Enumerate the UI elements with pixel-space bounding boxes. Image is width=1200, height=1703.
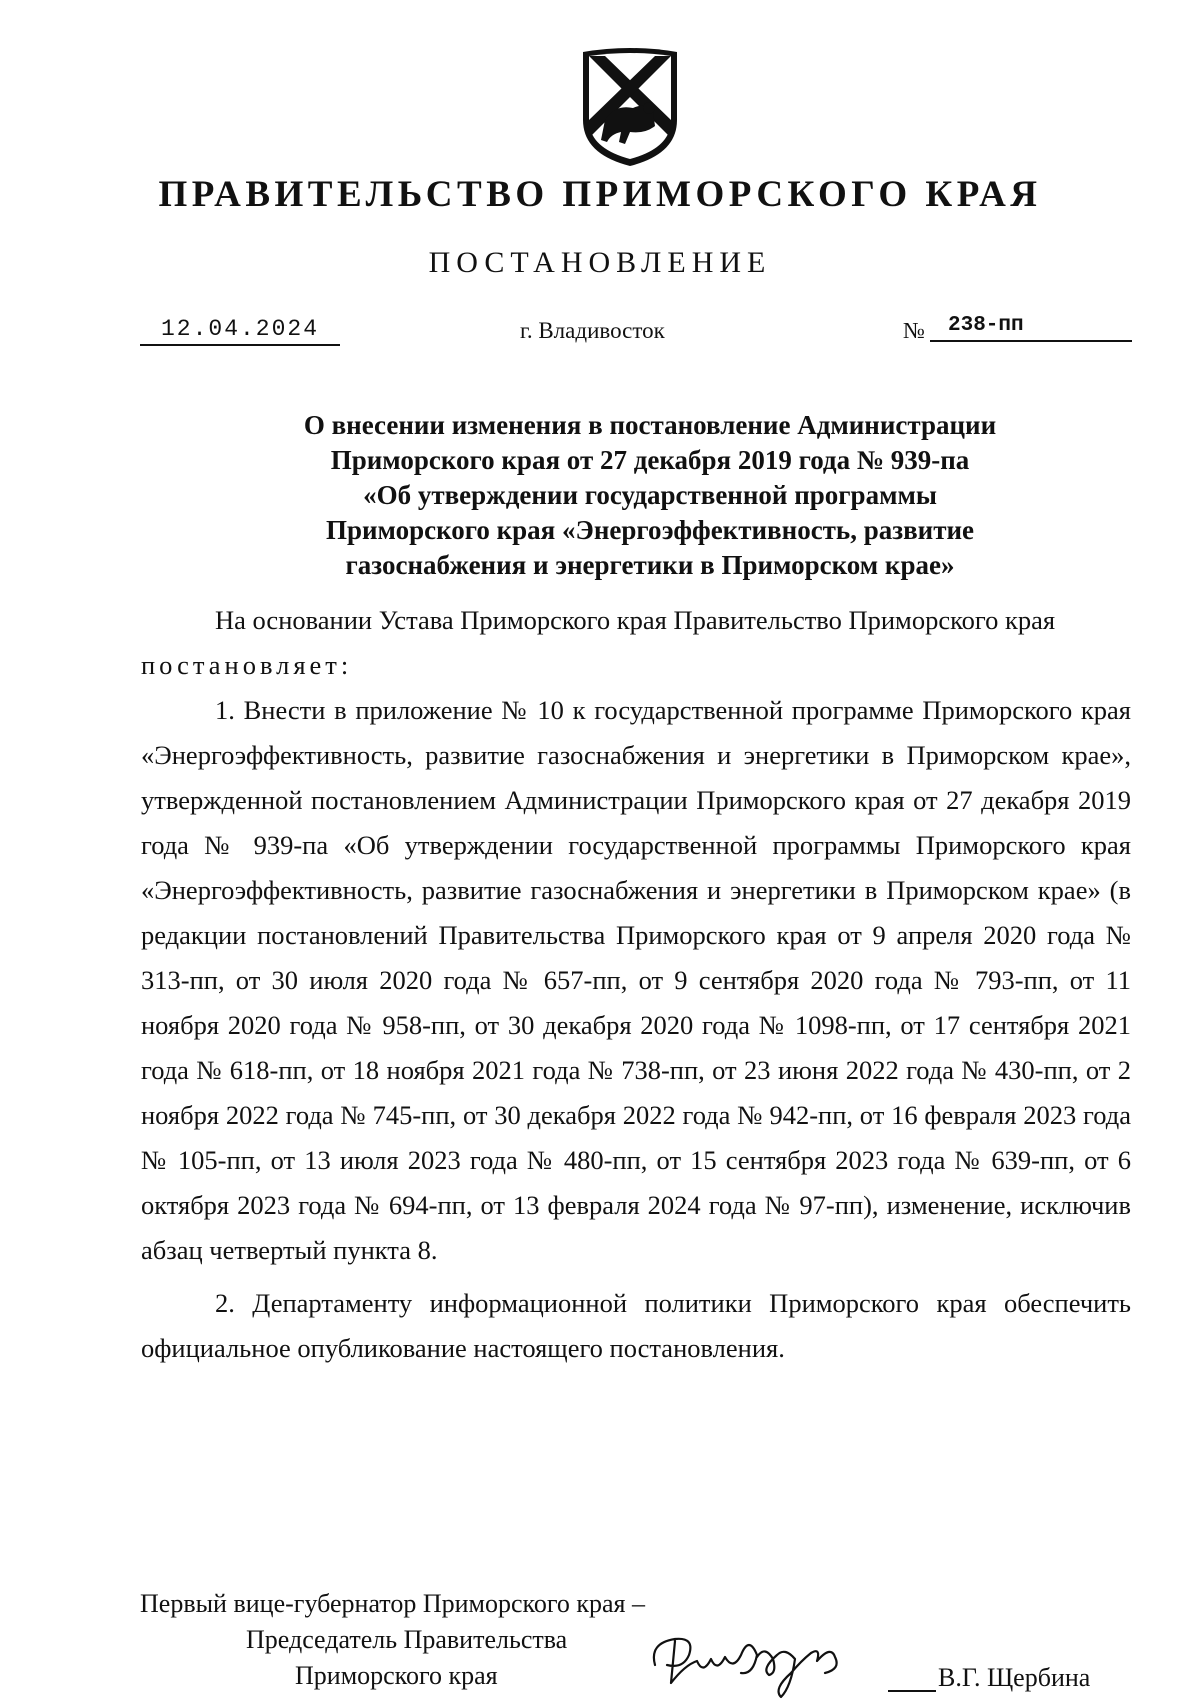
government-title: ПРАВИТЕЛЬСТВО ПРИМОРСКОГО КРАЯ xyxy=(158,174,1042,215)
document-city: г. Владивосток xyxy=(520,318,665,343)
heading-line: «Об утверждении государственной программы xyxy=(363,480,937,510)
heading-line: газоснабжения и энергетики в Приморском крае» xyxy=(345,550,955,580)
preamble-paragraph: На основании Устава Приморского края Правительство Приморского края xyxy=(215,605,1056,635)
coat-of-arms-emblem xyxy=(575,42,685,170)
signer-position-line: Председатель Правительства xyxy=(246,1625,568,1654)
signer-name: В.Г. Щербина xyxy=(938,1663,1091,1692)
handwritten-signature-image xyxy=(645,1625,905,1703)
resolves-word: постановляет: xyxy=(141,650,353,680)
number-label: № xyxy=(903,318,925,343)
signer-position-line: Приморского края xyxy=(295,1661,498,1690)
heading-line: О внесении изменения в постановление Администрации xyxy=(303,410,997,440)
heading-line: Приморского края «Энергоэффективность, развитие xyxy=(325,515,975,545)
item-2-paragraph: 2. Департаменту информационной политики Приморского края обеспечить официальное опубликование настоящего постановления. xyxy=(141,1288,1131,1363)
document-body xyxy=(141,598,1131,1371)
heading-line: Приморского края от 27 декабря 2019 года № 939-па xyxy=(330,445,970,475)
signature-underline xyxy=(888,1690,936,1692)
document-number: 238-пп xyxy=(930,314,1132,342)
document-date: 12.04.2024 xyxy=(140,316,340,346)
item-1-paragraph: 1. Внести в приложение № 10 к государственной программе Приморского края «Энергоэффективность, развитие газоснабжения и энергетики в Приморском крае», утвержденной постановлением Администрации Приморского края от 27 декабря 2019 года № 939-па «Об утверждении государственной программы Приморского края «Энергоэффективность, развитие газоснабжения и энергетики в Приморском крае» (в редакции постановлений Правительства Приморского края от 9 апреля 2020 года № 313-пп, от 30 июля 2020 года № 657-пп, от 9 сентября 2020 года № 793-пп, от 11 ноября 2020 года № 958-пп, от 30 декабря 2020 года № 1098-пп, от 17 сентября 2021 года № 618-пп, от 18 ноября 2021 года № 738-пп, от 23 июня 2022 года № 430-пп, от 2 ноября 2022 года № 745-пп, от 30 декабря 2022 года № 942-пп, от 16 февраля 2023 года № 105-пп, от 13 июля 2023 года № 480-пп, от 15 сентября 2023 года № 639-пп, от 6 октября 2023 года № 694-пп, от 13 февраля 2024 года № 97-пп), изменение, исключив абзац четвертый пункта 8. xyxy=(141,695,1131,1265)
signer-position-line: Первый вице-губернатор Приморского края – xyxy=(140,1589,645,1618)
document-type: ПОСТАНОВЛЕНИЕ xyxy=(428,246,772,279)
document-heading xyxy=(200,408,1100,583)
